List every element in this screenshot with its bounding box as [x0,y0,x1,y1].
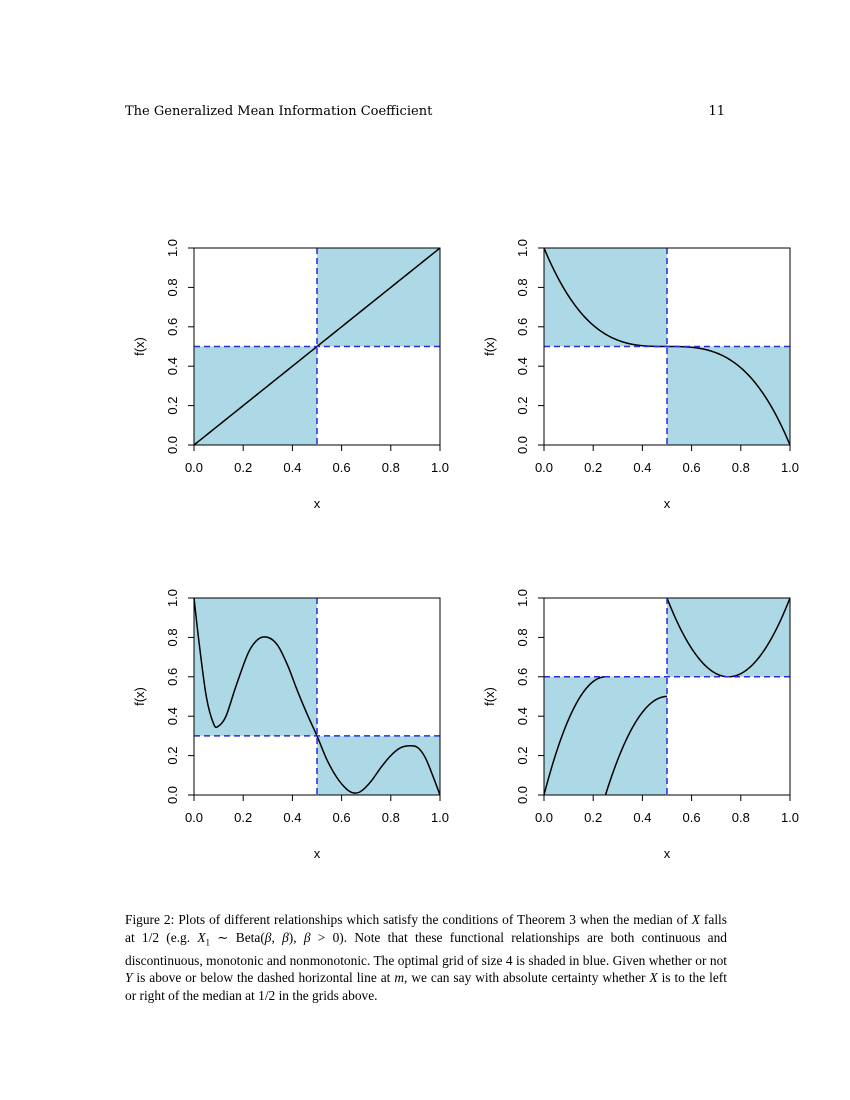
figure-caption [125,911,727,1004]
plot-top-left [120,228,460,528]
y-tick-label: 1.0 [515,238,530,258]
page-number: 11 [708,104,725,119]
y-tick-label: 0.4 [165,707,180,726]
x-tick-label: 0.2 [584,810,603,825]
x-tick-label: 0.2 [584,460,603,475]
running-head [125,104,725,122]
y-tick-label: 1.0 [165,588,180,608]
x-tick-label: 0.8 [731,460,750,475]
x-tick-label: 1.0 [430,460,450,475]
caption-math: β [303,929,311,945]
y-tick-label: 0.0 [165,435,180,455]
caption-text: , [271,929,283,945]
x-tick-label: 0.0 [184,810,204,825]
y-tick-label: 0.6 [515,317,530,336]
y-tick-label: 0.6 [515,667,530,686]
x-tick-label: 1.0 [430,810,450,825]
y-tick-label: 0.0 [165,785,180,805]
shaded-cell-top-left [194,598,317,736]
y-tick-label: 0.0 [515,435,530,455]
y-tick-label: 0.4 [515,707,530,726]
x-tick-label: 1.0 [780,810,800,825]
y-tick-label: 0.4 [165,357,180,376]
y-axis-label: f(x) [482,687,497,706]
caption-text: ), [288,929,304,945]
x-tick-label: 0.4 [633,810,652,825]
y-axis-label: f(x) [132,337,147,356]
caption-math: 1 [205,937,211,948]
y-tick-label: 0.2 [515,396,530,415]
caption-text: is to the left or right of the median at 1/2 in the grids above. [125,970,727,1003]
caption-text: falls at 1/2 (e.g. [125,912,727,945]
running-head-title: The Generalized Mean Information Coefficient [125,104,433,119]
y-tick-label: 0.8 [515,278,530,297]
x-tick-label: 0.6 [332,810,351,825]
y-tick-label: 0.2 [165,396,180,415]
y-tick-label: 1.0 [515,588,530,608]
caption-math: X [691,912,700,927]
caption-text: ∼ Beta( [210,929,265,945]
y-tick-label: 0.2 [515,746,530,765]
y-tick-label: 0.8 [515,628,530,647]
x-axis-label: x [663,496,671,511]
x-tick-label: 0.4 [283,810,302,825]
x-tick-label: 0.8 [381,810,400,825]
y-tick-label: 0.6 [165,667,180,686]
caption-text: > 0). Note that these functional relationships are both continuous and discontinuous, monotonic and nonmonotonic. The optimal grid of size 4 is shaded in blue. Given whether or not [125,929,727,968]
x-tick-label: 1.0 [780,460,800,475]
x-tick-label: 0.6 [682,460,701,475]
x-tick-label: 0.0 [534,460,554,475]
x-tick-label: 0.8 [381,460,400,475]
x-axis-label: x [663,846,671,861]
x-tick-label: 0.0 [534,810,554,825]
caption-math: X [649,970,658,986]
y-axis-label: f(x) [132,687,147,706]
x-tick-label: 0.2 [234,810,253,825]
shaded-cell-bottom-right [667,347,790,446]
x-axis-label: x [313,846,321,861]
x-tick-label: 0.2 [234,460,253,475]
plot-top-right [470,228,810,528]
caption-text: , we can say with absolute certainty whether [404,970,650,986]
y-axis-label: f(x) [482,337,497,356]
caption-math: β [282,929,289,945]
x-tick-label: 0.6 [332,460,351,475]
shaded-cell-top-left [544,248,667,347]
y-tick-label: 1.0 [165,238,180,258]
caption-math: m [394,970,405,986]
x-tick-label: 0.8 [731,810,750,825]
x-tick-label: 0.6 [682,810,701,825]
x-tick-label: 0.4 [633,460,652,475]
plot-bottom-left [120,578,460,878]
caption-text: is above or below the dashed horizontal line at [132,970,395,986]
plot-bottom-right [470,578,810,878]
x-tick-label: 0.4 [283,460,302,475]
y-tick-label: 0.2 [165,746,180,765]
x-tick-label: 0.0 [184,460,204,475]
caption-math: X [197,929,206,945]
y-tick-label: 0.0 [515,785,530,805]
y-tick-label: 0.6 [165,317,180,336]
y-tick-label: 0.8 [165,628,180,647]
caption-text: Figure 2: Plots of different relationships which satisfy the conditions of Theorem 3 when the median of [125,912,692,927]
x-axis-label: x [313,496,321,511]
y-tick-label: 0.8 [165,278,180,297]
y-tick-label: 0.4 [515,357,530,376]
caption-math: β [264,929,272,945]
shaded-cell-bottom-right [317,736,440,795]
caption-math: Y [125,970,133,986]
